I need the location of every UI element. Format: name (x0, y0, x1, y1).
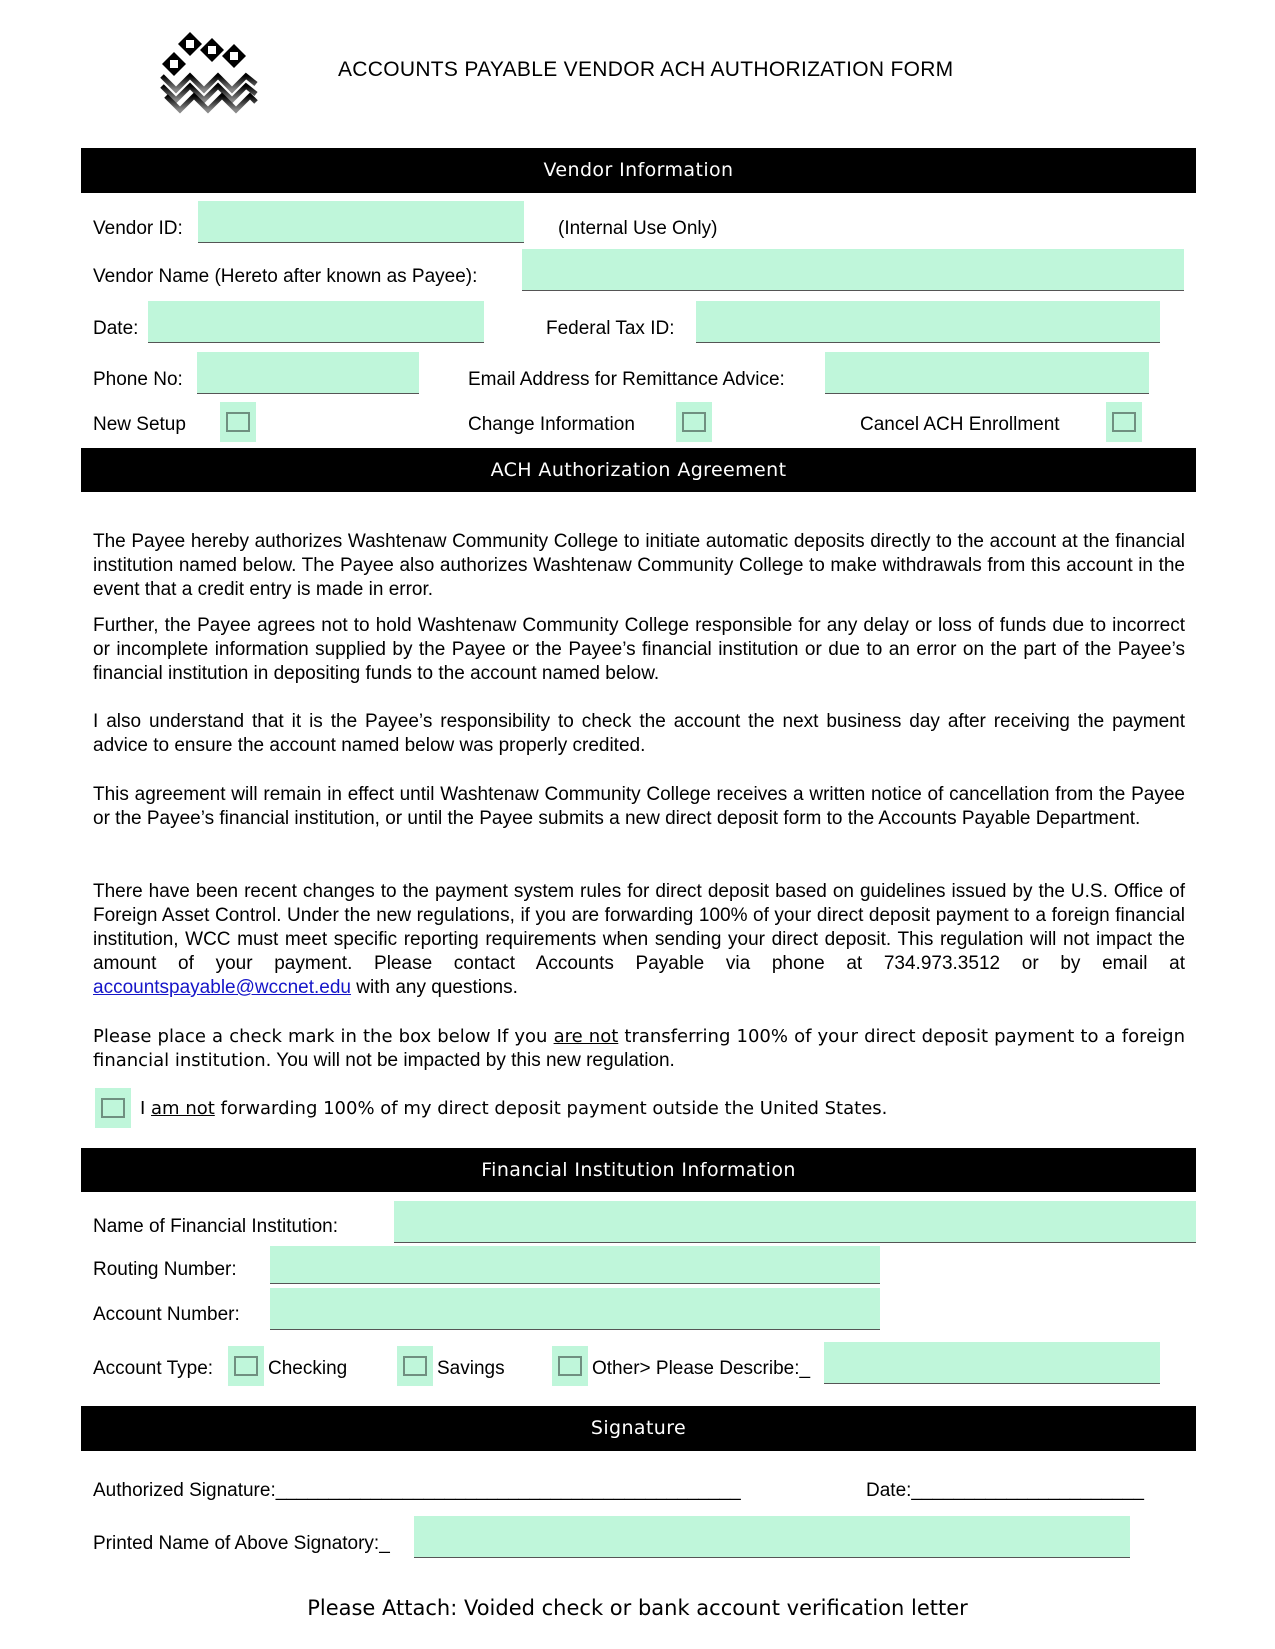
phone-input[interactable] (197, 352, 419, 394)
institution-name-label: Name of Financial Institution: (93, 1216, 339, 1237)
account-number-label: Account Number: (93, 1304, 240, 1325)
section-header-financial: Financial Institution Information (81, 1148, 1196, 1192)
other-describe-input[interactable] (824, 1342, 1160, 1384)
new-setup-label: New Setup (93, 414, 186, 435)
agreement-paragraph-6 (93, 1025, 1185, 1073)
account-number-input[interactable] (270, 1288, 880, 1330)
vendor-id-label: Vendor ID: (93, 218, 183, 239)
vendor-name-input[interactable] (522, 249, 1184, 291)
federal-tax-id-input[interactable] (696, 301, 1160, 343)
agreement-paragraph-4: This agreement will remain in effect until Washtenaw Community College receives a written notice of cancellation from the Payee or the Payee’s financial institution, or until the Payee submits a new direct deposit form to the Accounts Payable Department. (93, 784, 1185, 829)
federal-tax-id-label: Federal Tax ID: (546, 318, 675, 339)
change-info-checkbox[interactable] (676, 402, 712, 442)
vendor-name-label: Vendor Name (Hereto after known as Payee): (93, 266, 478, 287)
form-title: ACCOUNTS PAYABLE VENDOR ACH AUTHORIZATION FORM (338, 58, 954, 81)
routing-number-label: Routing Number: (93, 1259, 237, 1280)
agreement-paragraph-2: Further, the Payee agrees not to hold Washtenaw Community College responsible for any delay or loss of funds due to incorrect or incomplete information supplied by the Payee or the Payee’s financial institution or due to an error on the part of the Payee’s financial institution in depositing funds to the account named below. (93, 615, 1185, 684)
section-header-vendor: Vendor Information (81, 148, 1196, 193)
institution-name-input[interactable] (394, 1201, 1196, 1243)
section-header-signature: Signature (81, 1406, 1196, 1451)
printed-name-label: Printed Name of Above Signatory:_ (93, 1533, 390, 1554)
email-input[interactable] (825, 352, 1149, 394)
routing-number-input[interactable] (270, 1246, 880, 1284)
printed-name-input[interactable] (414, 1516, 1130, 1558)
email-label: Email Address for Remittance Advice: (468, 369, 785, 390)
vendor-id-input[interactable] (198, 201, 524, 243)
instruction-text: Please place a check mark in the box below If you are not transferring 100% of your direct deposit payment to a foreign financial institution. (93, 1026, 1186, 1071)
cancel-ach-checkbox[interactable] (1106, 402, 1142, 442)
instruction-note: You will not be impacted by this new regulation. (271, 1050, 675, 1071)
savings-label: Savings (437, 1358, 505, 1379)
cancel-ach-label: Cancel ACH Enrollment (860, 414, 1060, 435)
internal-use-note: (Internal Use Only) (558, 218, 718, 239)
ofac-text: There have been recent changes to the payment system rules for direct deposit based on guidelines issued by the U.S. Office of Foreign Asset Control. Under the new regulations, if you are forwarding 100% of your direct deposit payment to a foreign financial institution, WCC must meet specific reporting requirements when sending your direct deposit. This regulation will not impact the amount of your payment. Please contact Accounts Payable via phone at 734.973.3512 or by email at (93, 881, 1185, 974)
date-label: Date: (93, 318, 139, 339)
authorized-signature-line: Authorized Signature:____________________________________________ (93, 1480, 741, 1501)
agreement-paragraph-1: The Payee hereby authorizes Washtenaw Community College to initiate automatic deposits directly to the account at the financial institution named below. The Payee also authorizes Washtenaw Community College to make withdrawals from this account in the event that a credit entry is made in error. (93, 531, 1185, 600)
not-forwarding-checkbox[interactable] (95, 1088, 131, 1128)
new-setup-checkbox[interactable] (220, 402, 256, 442)
other-checkbox[interactable] (552, 1346, 588, 1386)
agreement-paragraph-3: I also understand that it is the Payee’s responsibility to check the account the next business day after receiving the payment advice to ensure the account named below was properly credited. (93, 711, 1185, 756)
checking-checkbox[interactable] (228, 1346, 264, 1386)
savings-checkbox[interactable] (397, 1346, 433, 1386)
attach-note: Please Attach: Voided check or bank account verification letter (307, 1596, 968, 1620)
date-input[interactable] (148, 301, 484, 343)
wcc-logo (160, 24, 260, 120)
agreement-paragraph-5 (93, 880, 1185, 1000)
signature-date-line: Date:______________________ (866, 1480, 1144, 1501)
change-info-label: Change Information (468, 414, 635, 435)
not-forwarding-statement: I am not forwarding 100% of my direct deposit payment outside the United States. (140, 1098, 888, 1119)
checking-label: Checking (268, 1358, 348, 1379)
account-type-label: Account Type: (93, 1358, 214, 1379)
phone-label: Phone No: (93, 369, 183, 390)
section-header-ach: ACH Authorization Agreement (81, 448, 1196, 492)
other-describe-label: Other> Please Describe:_ (592, 1358, 811, 1379)
accounts-payable-email-link[interactable]: accountspayable@wccnet.edu (93, 977, 352, 998)
ofac-text-end: with any questions. (351, 977, 518, 998)
